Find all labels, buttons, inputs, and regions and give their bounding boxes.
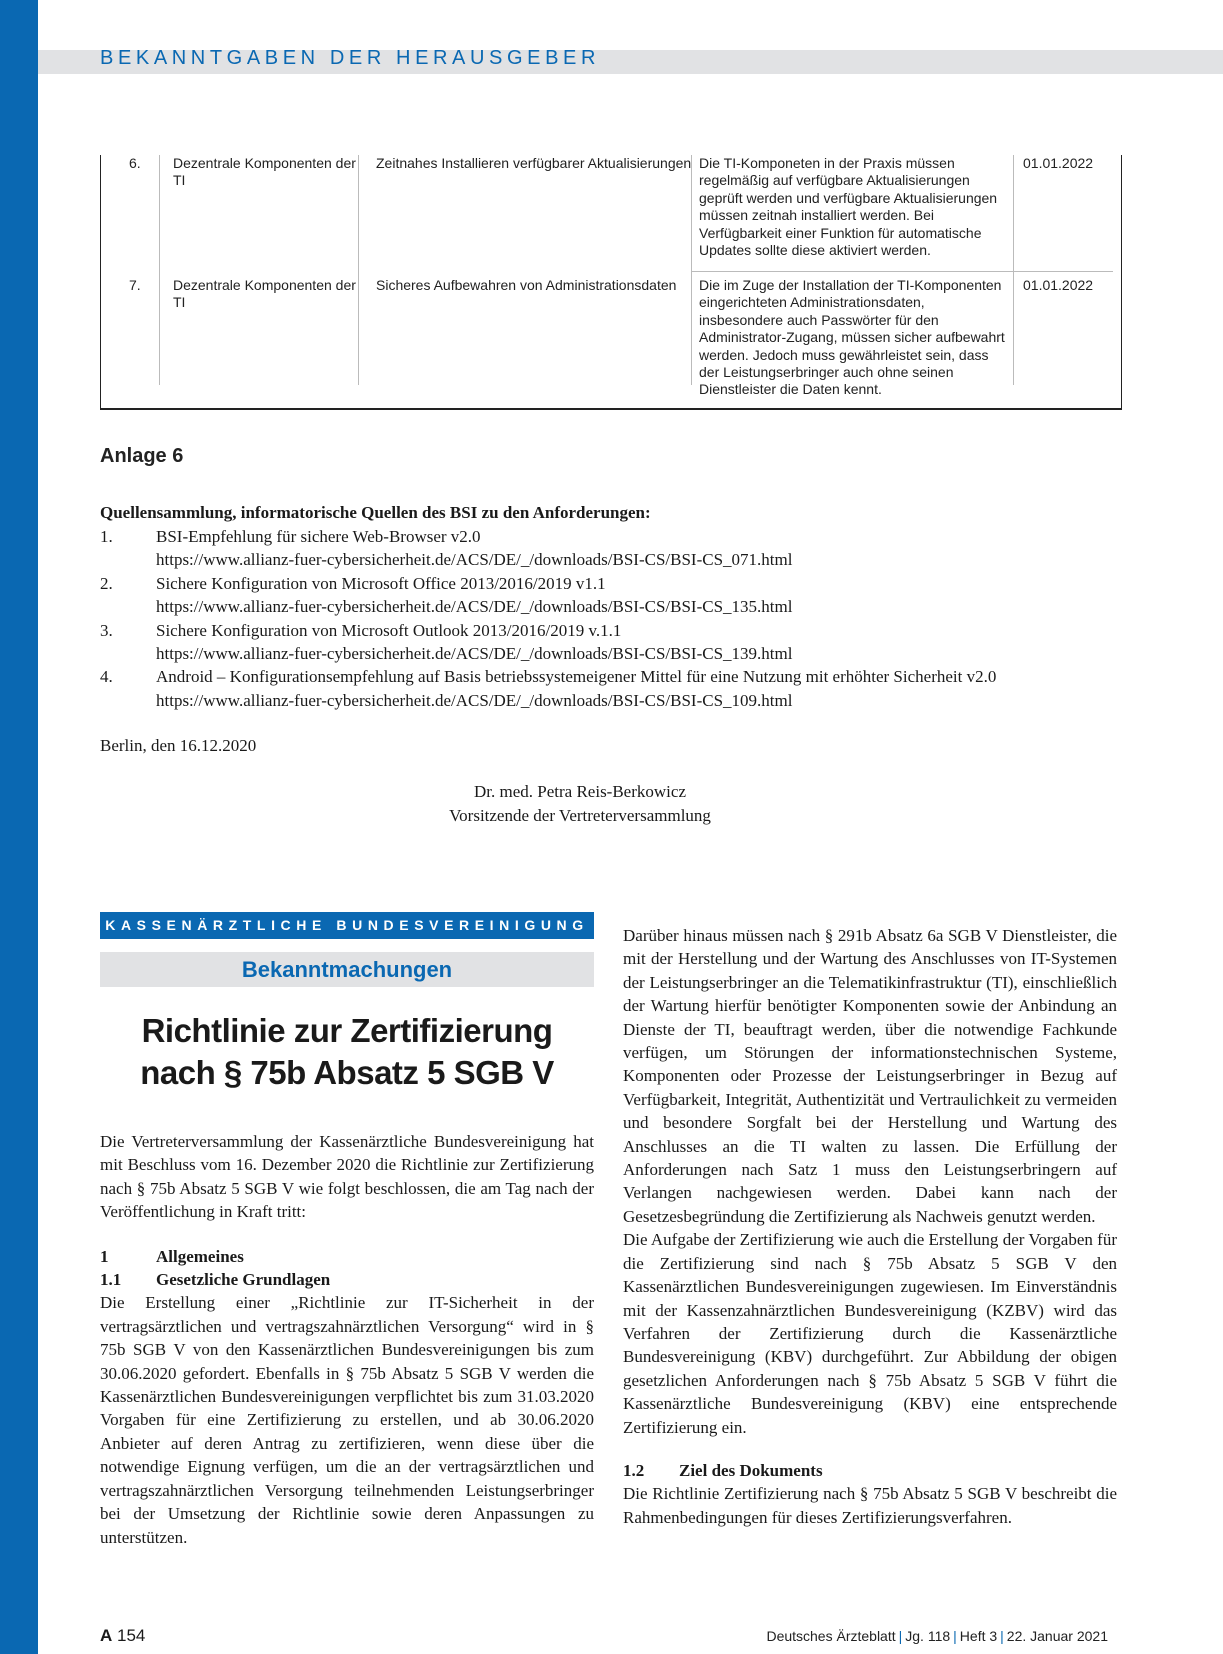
section-heading: [623, 1459, 1117, 1482]
source-url[interactable]: https://www.allianz-fuer-cybersicherheit.de/ACS/DE/_/downloads/BSI-CS/BSI-CS_139.html: [156, 644, 793, 664]
body-paragraph: Die Richtlinie Zertifizierung nach § 75b Absatz 5 SGB V beschreibt die Rahmenbedingungen für dieses Zertifizierungsverfahren.: [623, 1484, 1117, 1527]
source-title: Sichere Konfiguration von Microsoft Office 2013/2016/2019 v1.1: [156, 573, 606, 593]
section-number: 1.2: [623, 1460, 645, 1480]
body-paragraph: Darüber hinaus müssen nach § 291b Absatz 6a SGB V Dienstleister, die mit der Herstellung und der Wartung des Anschlusses von IT-Systemen der Leistungserbringer an die Telematikinfrastruktur (TI), einschließlich der Wartung hierfür benötigter Komponenten sowie der Anbindung an Dienste der TI, beauftragt werden, über die notwendige Fachkunde verfügen, um Störungen der informationstechnischen Systeme, Komponenten oder Prozesse der Leistungserbringer in Bezug auf Verfügbarkeit, Integrität, Authentizität und Vertraulichkeit zu vermeiden und besondere Sorgfalt bei der Herstellung und Wartung des Anschlusses an die TI walten zu lassen. Die Erfüllung der Anforderungen nach Satz 1 muss den Leistungserbringern auf Verlangen nachgewiesen werden. Dabei kann nach der Gesetzesbegründung die Zertifizierung als Nachweis genutzt werden.: [623, 926, 1117, 1226]
table-row-divider: [691, 271, 1113, 272]
journal-issue: Heft 3: [959, 1628, 998, 1644]
row-component: Dezentrale Komponenten der TI: [173, 155, 356, 189]
separator: |: [953, 1628, 957, 1644]
place-date: Berlin, den 16.12.2020: [100, 736, 257, 755]
section-heading: [100, 1245, 594, 1268]
source-title: BSI-Empfehlung für sichere Web-Browser v2.0: [156, 527, 481, 546]
left-column: [100, 1130, 594, 1549]
section-number: 1.1: [100, 1270, 122, 1290]
table-divider: [358, 155, 359, 385]
journal-date: 22. Januar 2021: [1006, 1628, 1108, 1644]
row-description: Die TI-Komponeten in der Praxis müssen regelmäßig auf verfügbare Aktualisierungen geprüft werden und verfügbare Aktualisierungen müssen zeitnah installiert werden. Bei Verfügbarkeit einer Funktion für automatische Updates sollte diese aktiviert werden.: [699, 155, 998, 259]
article-title: [100, 1010, 594, 1094]
requirements-table: [100, 155, 1122, 410]
sources-list: [100, 525, 1140, 712]
row-number: 7.: [129, 277, 141, 293]
row-date: 01.01.2022: [1023, 277, 1094, 293]
row-title: Zeitnahes Installieren verfügbarer Aktualisierungen: [376, 155, 692, 171]
row-date: 01.01.2022: [1023, 155, 1094, 171]
signer-name: Dr. med. Petra Reis-Berkowicz: [474, 782, 686, 801]
source-title: Android – Konfigurationsempfehlung auf Basis betriebssystemeigener Mittel für eine Nutzung mit erhöhter Sicherheit v2.0: [156, 667, 997, 687]
row-title: Sicheres Aufbewahren von Administrationsdaten: [376, 277, 677, 293]
page-number: [100, 1626, 145, 1646]
intro-paragraph: Die Vertreterversammlung der Kassenärztliche Bundesvereinigung hat mit Beschluss vom 16. Dezember 2020 die Richtlinie zur Zertifizierung nach § 75b Absatz 5 SGB V wie folgt beschlossen, die am Tag nach der Veröffentlichung in Kraft tritt:: [100, 1132, 594, 1222]
page-number-value: 154: [117, 1626, 146, 1645]
source-title: Sichere Konfiguration von Microsoft Outlook 2013/2016/2019 v.1.1: [156, 620, 622, 640]
title-line: nach § 75b Absatz 5 SGB V: [140, 1054, 554, 1091]
organization-bar: KASSENÄRZTLICHE BUNDESVEREINIGUNG: [100, 912, 594, 939]
journal-name: Deutsches Ärzteblatt: [766, 1628, 896, 1644]
section-number: 1: [100, 1246, 109, 1266]
body-paragraph: Die Aufgabe der Zertifizierung wie auch die Erstellung der Vorgaben für die Zertifizierung sind nach § 75b Absatz 5 SGB V den Kassenärztlichen Bundesvereinigungen zugewiesen. Im Einverständnis mit der Kassenzahnärztlichen Bundesvereinigung (KZBV) wird das Verfahren der Zertifizierung durch die Kassenärztliche Bundesvereinigung (KBV) durchgeführt. Zur Abbildung der obigen gesetzlichen Anforderungen nach § 75b Absatz 5 SGB V führt die Kassenärztliche Bundesvereinigung (KBV) eine entsprechende Zertifizierung ein.: [623, 1230, 1117, 1437]
list-number: 3.: [100, 620, 113, 640]
page-header-title: BEKANNTGABEN DER HERAUSGEBER: [100, 47, 600, 69]
source-url[interactable]: https://www.allianz-fuer-cybersicherheit.de/ACS/DE/_/downloads/BSI-CS/BSI-CS_071.html: [156, 550, 793, 570]
section-title: Allgemeines: [156, 1246, 244, 1266]
separator: |: [898, 1628, 903, 1644]
list-item: [100, 619, 1140, 666]
signature-block: [380, 780, 780, 827]
section-title: Gesetzliche Grundlagen: [156, 1270, 331, 1290]
right-column: [623, 924, 1117, 1529]
list-item: [100, 525, 1140, 572]
source-url[interactable]: https://www.allianz-fuer-cybersicherheit.de/ACS/DE/_/downloads/BSI-CS/BSI-CS_135.html: [156, 597, 793, 617]
body-paragraph: Die Erstellung einer „Richtlinie zur IT-Sicherheit in der vertragsärztlichen und vertragszahnärztlichen Versorgung“ wird in § 75b SGB V von den Kassenärztlichen Bundesvereinigungen bis zum 30.06.2020 gefordert. Ebenfalls in § 75b Absatz 5 SGB V werden die Kassenärztlichen Bundesvereinigungen verpflichtet bis zum 31.03.2020 Vorgaben für eine Zertifizierung zu erstellen, und ab 30.06.2020 Anbieter auf deren Antrag zu zertifizieren, wenn diese über die notwendige Eignung verfügen, um die an der vertragsärztlichen und vertragszahnärztlichen Versorgung teilnehmenden Leistungserbringer bei der Umsetzung der Richtlinie sowie deren Anpassungen zu unterstützen.: [100, 1293, 594, 1547]
page-prefix: A: [100, 1626, 113, 1645]
row-number: 6.: [129, 155, 141, 171]
list-number: 4.: [100, 667, 113, 687]
sources-heading: Quellensammlung, informatorische Quellen des BSI zu den Anforderungen:: [100, 503, 651, 522]
journal-volume: Jg. 118: [905, 1628, 951, 1644]
list-item: [100, 572, 1140, 619]
table-divider: [1013, 155, 1014, 385]
title-line: Richtlinie zur Zertifizierung: [141, 1012, 553, 1049]
section-title: Ziel des Dokuments: [679, 1460, 823, 1480]
list-number: 2.: [100, 573, 113, 593]
table-divider: [691, 155, 692, 385]
row-component: Dezentrale Komponenten der TI: [173, 277, 356, 311]
journal-info: [766, 1628, 1108, 1644]
sidebar-accent: [0, 0, 38, 1654]
separator: |: [1000, 1628, 1004, 1644]
annex-heading: Anlage 6: [100, 445, 184, 467]
list-number: 1.: [100, 527, 113, 546]
table-divider: [159, 155, 160, 385]
section-heading: [100, 1268, 594, 1291]
section-bar: Bekanntmachungen: [100, 952, 594, 987]
list-item: [100, 665, 1140, 712]
source-url[interactable]: https://www.allianz-fuer-cybersicherheit.de/ACS/DE/_/downloads/BSI-CS/BSI-CS_109.html: [156, 690, 793, 710]
row-description: Die im Zuge der Installation der TI-Komponenten eingerichteten Administrationsdaten, insbesondere auch Passwörter für den Administrator-Zugang, müssen sicher aufbewahrt werden. Jedoch muss gewährleistet sein, dass der Leistungserbringer auch ohne seinen Dienstleister die Daten kennt.: [699, 277, 1005, 398]
signer-role: Vorsitzende der Vertreterversammlung: [449, 805, 711, 825]
